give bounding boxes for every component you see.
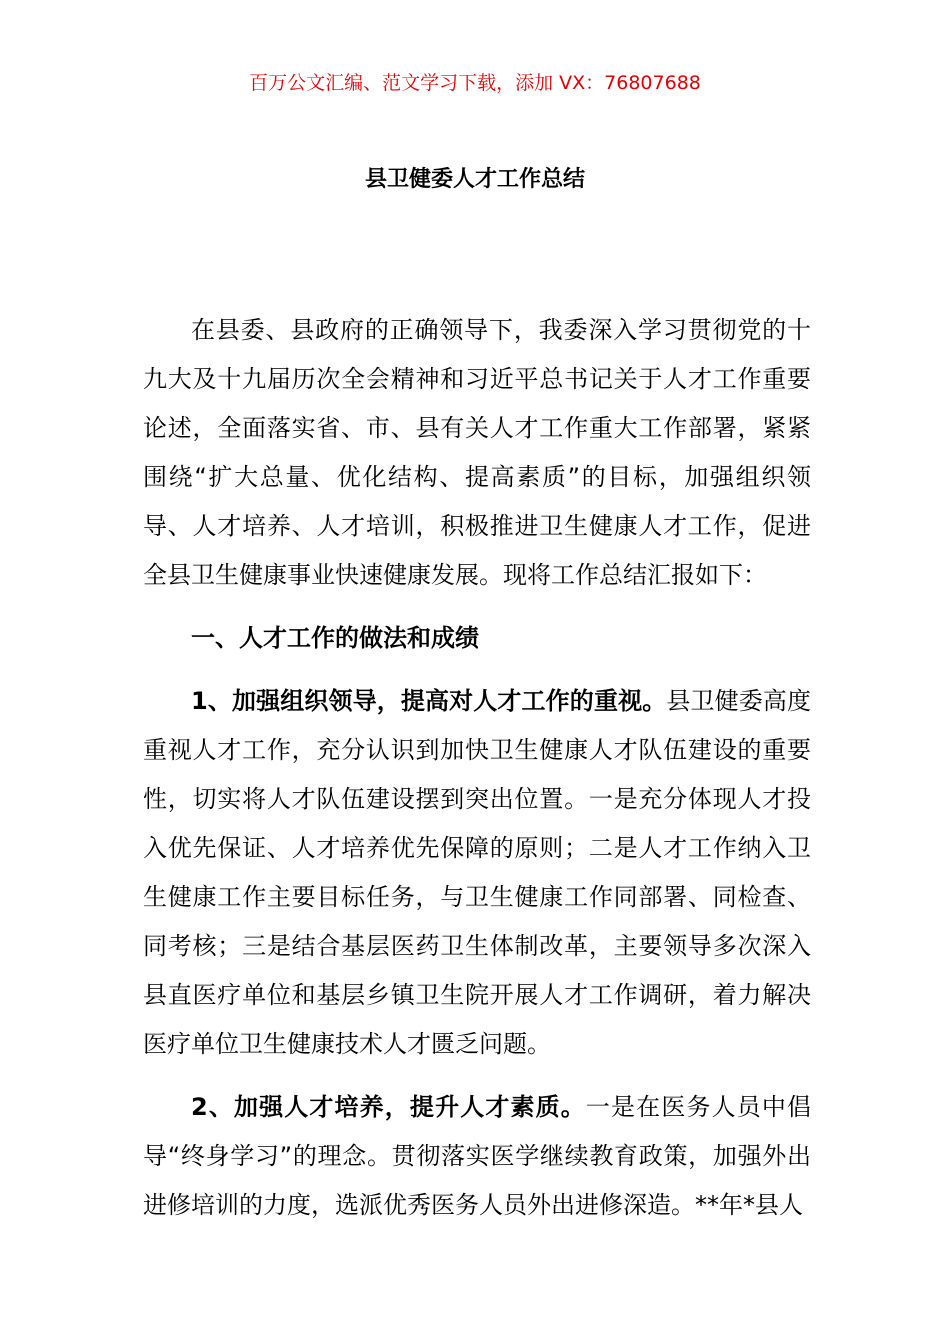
section-heading: 一、人才工作的做法和成绩 xyxy=(191,624,479,652)
intro-paragraph: 在县委、县政府的正确领导下，我委深入学习贯彻党的十九大及十九届历次全会精神和习近平总书记关于人才工作重要论述，全面落实省、市、县有关人才工作重大工作部署，紧紧围绕“扩大总量、优化结构、提高素质”的目标，加强组织领导、人才培养、人才培训，积极推进卫生健康人才工作，促进全县卫生健康事业快速健康发展。现将工作总结汇报如下： xyxy=(143,316,811,589)
item-text-2: 一是在医务人员中倡导“终身学习”的理念。贯彻落实医学继续教育政策，加强外出进修培训的力度，选派优秀医务人员外出进修深造。**年*县人 xyxy=(143,1093,812,1219)
item-paragraph-1 xyxy=(143,677,811,1069)
document-body xyxy=(143,306,811,1230)
item-text-1: 县卫健委高度重视人才工作，充分认识到加快卫生健康人才队伍建设的重要性，切实将人才队伍建设摆到突出位置。一是充分体现人才投入优先保证、人才培养优先保障的原则；二是人才工作纳入卫生健康工作主要目标任务，与卫生健康工作同部署、同检查、同考核；三是结合基层医药卫生体制改革，主要领导多次深入县直医疗单位和基层乡镇卫生院开展人才工作调研，着力解决医疗单位卫生健康技术人才匮乏问题。 xyxy=(143,687,812,1058)
item-paragraph-2 xyxy=(143,1083,811,1230)
watermark-header: 百万公文汇编、范文学习下载，添加 VX：76807688 xyxy=(249,72,701,94)
item-lead-2: 2、加强人才培养，提升人才素质。 xyxy=(191,1093,586,1121)
document-title: 县卫健委人才工作总结 xyxy=(364,167,585,192)
item-lead-1: 1、加强组织领导，提高对人才工作的重视。 xyxy=(191,687,667,715)
